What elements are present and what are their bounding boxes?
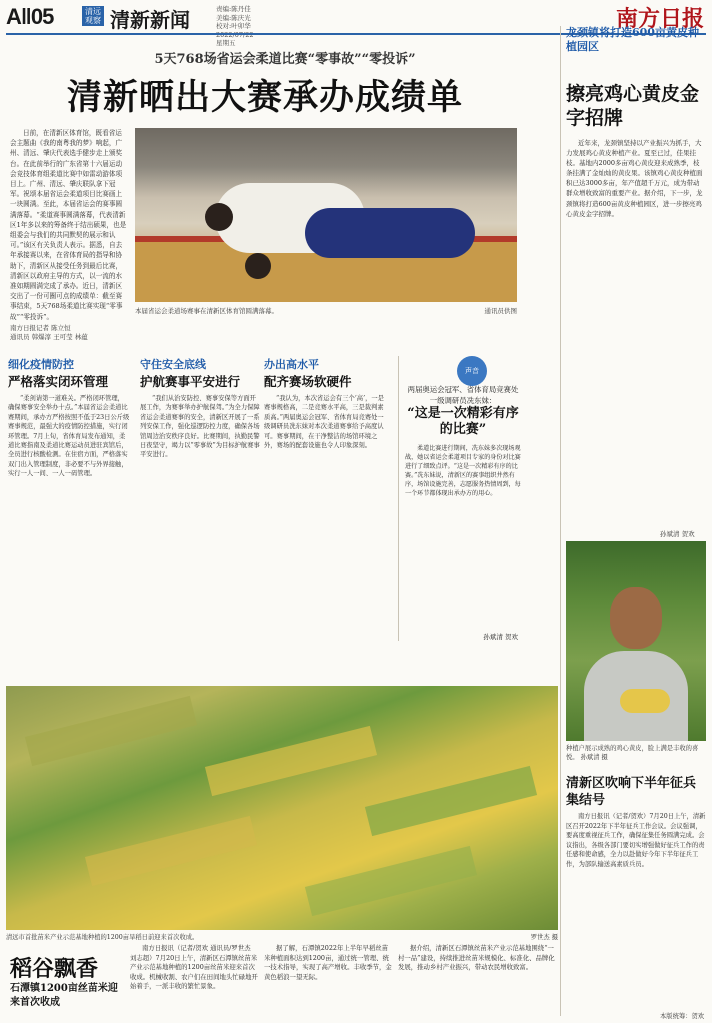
column-security — [140, 356, 260, 460]
lead-headline: 清新晒出大赛承办成绩单 — [66, 77, 463, 118]
rice-field-photo — [6, 686, 558, 930]
column-body: “我们从治安防控、赛事安保等方面开展工作，为赛事举办护航保驾。”为全力保障省运会柔道赛事的安全，清新区开展了一系列安保工作，强化巡逻防控力度，确保各场馆周边治安秩序良好。比赛期间，执勤民警日夜坚守，竭力以“零事故”为目标护航赛事平安进行。 — [140, 395, 260, 459]
rice-body-col2: 据了解，石潭镇2022年上半年早稻丝苗米种植面积达到1200亩，通过统一管理、统一技术指导，实现了高产增收。丰收季节，金黄色稻浪一望无际。 — [264, 944, 392, 981]
lead-byline — [10, 324, 128, 342]
column-epidemic — [8, 356, 130, 479]
judo-photo-credit: 通讯员供图 — [484, 307, 517, 315]
column-facilities — [264, 356, 388, 450]
sidebar-body: 近年来，龙颈镇坚持以产业振兴为抓手，大力发展鸡心黄皮种植产业。夏至已过，佳果挂枝。基地内2000多亩鸡心黄皮迎来成熟季，枝条挂满了金灿灿的黄皮果。该镇鸡心黄皮种植面积已达3000多亩，年产值超千万元，成为带动群众增收致富的重要产业。据介绍，下一步，龙颈镇将打造600亩黄皮种植园区，进一步擦亮鸡心黄皮金字招牌。 — [566, 139, 703, 218]
interview-quote: “这是一次精彩有序的比赛” — [407, 406, 519, 437]
interview-body: 柔道比赛进行期间，冼东妹多次现场观战，她以省运会柔道项目专家的身份对比赛进行了细致点评。“这是一次精彩有序的比赛。”冼东妹说，清新区的赛事组织井然有序，场馆设施完善，志愿服务热情周到，每一个环节都体现出承办方的用心。 — [405, 445, 521, 498]
rice-headline: 稻谷飘香 — [10, 956, 99, 982]
rice-caption-text: 清远市首批苗米产业示范基地种植的1200亩旱稻日前迎来首次收成。 — [6, 934, 199, 941]
sidebar-kicker: 龙颈镇将打造600亩黄皮种植园区 — [566, 26, 699, 53]
section-title: 清新新闻 — [110, 10, 190, 32]
rice-body-col1: 南方日报讯（记者/贺欢 通讯员/罗世杰 刘志超）7月20日上午，清新区石潭镇丝苗米产业示范基地种植的1200亩丝苗米迎来首次收成。机械收割、农户们在田间地头忙碌地开始着手，一派丰收的繁忙景象。 — [130, 944, 258, 991]
proofreader-credit: 校对:叶卯华 — [216, 22, 251, 30]
column-title: 严格落实闭环管理 — [8, 374, 109, 389]
byline-correspondents: 通讯员 韩爆淳 王可莹 林蕴 — [10, 333, 88, 341]
designer-credit: 美编:陈庆光 — [216, 13, 251, 22]
column-kicker: 办出高水平 — [264, 359, 319, 371]
lead-intro: 日前，在清新区体育馆，既看省运会主题曲《我的南粤我的梦》响起，广州、清远、肇庆代表选手健步走上颁奖台。在此前举行的广东省第十六届运动会竞技体育组柔道比赛中如雷动游体项目上。广州、清远、肇庆联队拿下冠军。祝颂本届省运会柔道项目比赛画上一块圆满。至此，本届省运会的赛事圆满落幕。“柔道赛事圆满落幕，代表清新区1年多以来的筹备终于结出硕果，也是组委会与我们的共同默契的展示和认可。”该区有关负责人表示。据悉，自去年承接赛以来，在省体育局的指导和协助下，清新区从接受任务到最后比赛，清新区以政府主导的方式，以一流的水准如期圆满完成了承办。近日，清新区交出了一份可圈可点的成绩单：截至赛事结束，5天768场柔道比赛实现“零事故”“零投诉”。 — [10, 129, 127, 321]
rice-subtitle: 石潭镇1200亩丝苗米迎来首次收成 — [10, 983, 118, 1008]
page-credits — [216, 5, 346, 48]
judo-photo-caption — [135, 306, 517, 315]
issue-weekday: 星期五 — [216, 39, 236, 47]
farmer-caption-text: 种植户展示成熟的鸡心黄皮，脸上满是丰收的喜悦。 — [566, 745, 699, 761]
judo-caption-text: 本届省运会柔道场赛事在清新区体育馆圆满落幕。 — [135, 307, 278, 315]
newspaper-logo: 南方日报 — [615, 6, 704, 32]
rice-photo-caption — [6, 932, 558, 941]
judo-photo — [135, 128, 517, 302]
sidebar-title: 擦亮鸡心黄皮金字招牌 — [566, 83, 700, 129]
column-kicker: 细化疫情防控 — [8, 359, 74, 371]
sidebar-divider — [560, 26, 561, 1016]
column-tag: 清远观察 — [82, 6, 104, 26]
column-body: “柔剑请第一道难关。严格闭环管理，确保赛事安全举办十点。”本届省运会柔道比赛期间，承办方严格按照不低于23日公斤级赛事规范，最强大的疫情防控措施，实行闭环管理。7月上旬，省体育局发布通知，柔道比赛指南及柔道比赛运动员进驻宾馆后，全员进行核酸检测。在住宿方面，严格落实双门出入管理制度，非必要不与外界接触，实行一人一间、一人一码管理。 — [8, 395, 130, 478]
recruit-title: 清新区吹响下半年征兵集结号 — [566, 776, 697, 808]
column-kicker: 守住安全底线 — [140, 359, 206, 371]
rice-body-col3: 据介绍，清新区石潭镇丝苗米产业示范基地围绕“一村一品”建设，持续推进丝苗米规模化、标准化、品牌化发展，推动乡村产业振兴，带动农民增收致富。 — [398, 944, 555, 972]
column-body: “我认为，本次省运会有三个‘高’，一是赛事规格高，二是竞赛水平高，三是裁判素质高。”两届奥运会冠军、省体育局竞赛处一级调研员冼东妹对本次柔道赛事给予高度认可。赛事期间，在干净整洁的场馆环境之外，赛场的配套设施也令人印象深刻。 — [264, 395, 384, 450]
rice-photo-credit: 罗世杰 摄 — [530, 934, 558, 941]
column-title: 配齐赛场软硬件 — [264, 374, 352, 389]
interview-tag: 声音 — [457, 356, 487, 386]
recruit-body: 南方日报讯（记者/贺欢）7月20日上午，清新区召开2022年下半年征兵工作会议。会议强调，要高度重视征兵工作，确保征集任务圆满完成。会议指出，各级各部门要切实增强做好征兵工作的责任感和使命感，全力以赴做好今年下半年征兵工作，为部队输送高素质兵员。 — [566, 813, 706, 868]
column-title: 护航赛事平安进行 — [140, 374, 241, 389]
farmer-photo — [566, 541, 706, 741]
sidebar-signature: 孙斌清 贺欢 — [660, 530, 695, 538]
page-coordinator: 本版统筹：贺欢 — [660, 1013, 705, 1020]
editor-credit: 责编:陈丹佳 — [216, 5, 251, 13]
interview-signature: 孙斌清 贺欢 — [483, 633, 518, 641]
farmer-photo-credit: 孙斌清 摄 — [580, 753, 608, 761]
lead-subhead: 5天768场省运会柔道比赛“零事故”“零投诉” — [154, 52, 416, 67]
farmer-photo-caption — [566, 745, 706, 762]
interview-box — [398, 356, 520, 641]
page-number: A‖05 — [6, 4, 54, 29]
interview-speaker: 两届奥运会冠军、省体育局竞赛处一级调研员冼东妹： — [407, 385, 519, 405]
byline-reporter: 南方日报记者 陈立恒 — [10, 324, 71, 332]
